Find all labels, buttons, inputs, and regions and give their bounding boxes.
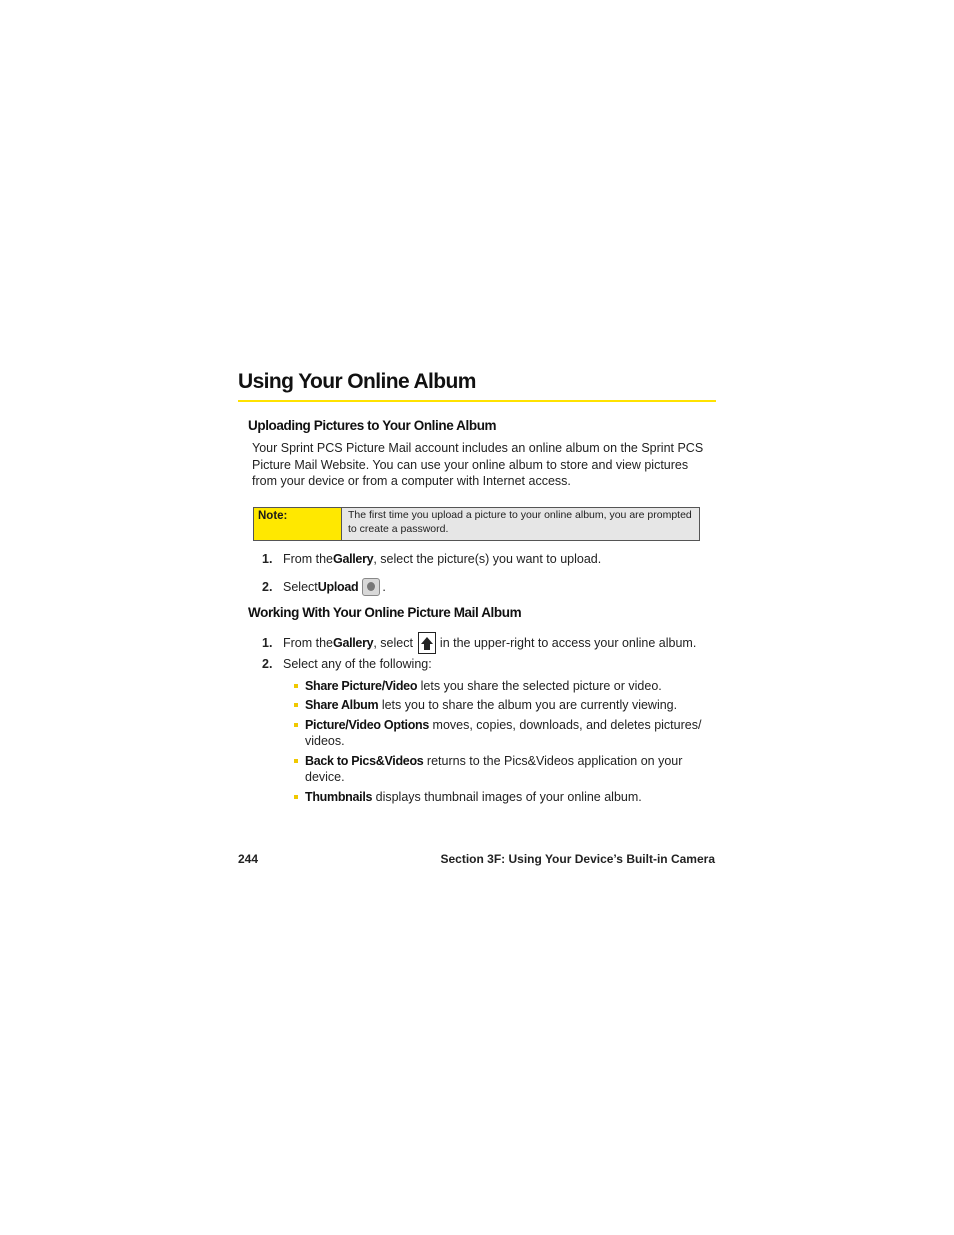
step-number: 2. bbox=[262, 657, 273, 671]
step-text-pre: From the bbox=[283, 552, 334, 566]
section-heading-uploading: Uploading Pictures to Your Online Album bbox=[248, 418, 497, 433]
option-name: Picture/Video Options bbox=[305, 718, 430, 732]
bullet-marker bbox=[294, 759, 298, 763]
list-item bbox=[294, 789, 714, 805]
step-text-post: in the upper-right to access your online album. bbox=[439, 636, 697, 650]
note-text: The first time you upload a picture to your online album, you are prompted to create a password. bbox=[342, 508, 699, 540]
upload-step-2 bbox=[262, 578, 386, 596]
option-description: lets you to share the album you are currently viewing. bbox=[378, 698, 678, 712]
list-item bbox=[294, 753, 714, 785]
note-box bbox=[253, 507, 700, 541]
footer-section-title: Section 3F: Using Your Device’s Built-in Camera bbox=[440, 852, 715, 866]
bullet-marker bbox=[294, 795, 298, 799]
step-number: 2. bbox=[262, 580, 273, 594]
upload-icon bbox=[362, 578, 380, 596]
bullet-marker bbox=[294, 723, 298, 727]
intro-paragraph: Your Sprint PCS Picture Mail account includes an online album on the Sprint PCS Picture Mail Website. You can use your online album to store and view pictures from your device or from a computer with Internet access. bbox=[252, 441, 704, 488]
step-number: 1. bbox=[262, 552, 273, 566]
note-label: Note: bbox=[254, 508, 342, 540]
step-text-bold: Upload bbox=[317, 580, 359, 594]
page-number: 244 bbox=[238, 852, 259, 866]
bullet-marker bbox=[294, 684, 298, 688]
option-description: displays thumbnail images of your online album. bbox=[372, 790, 642, 804]
list-item bbox=[294, 678, 714, 694]
list-item bbox=[294, 697, 714, 713]
step-number: 1. bbox=[262, 636, 273, 650]
page-title: Using Your Online Album bbox=[238, 370, 716, 402]
step-text-mid: , select bbox=[373, 636, 413, 650]
step-text-pre: Select bbox=[283, 580, 318, 594]
step-text-post: , select the picture(s) you want to upload. bbox=[373, 552, 602, 566]
upload-step-1 bbox=[262, 552, 601, 566]
option-name: Thumbnails bbox=[305, 790, 373, 804]
step-text-pre: From the bbox=[283, 636, 334, 650]
option-name: Share Album bbox=[305, 698, 379, 712]
option-name: Back to Pics&Videos bbox=[305, 754, 424, 768]
list-item bbox=[294, 717, 714, 749]
section-heading-working: Working With Your Online Picture Mail Album bbox=[248, 605, 522, 620]
step-text: Select any of the following: bbox=[283, 657, 432, 671]
online-album-icon bbox=[418, 632, 436, 654]
step-text-post: . bbox=[382, 580, 386, 594]
option-description: returns to the Pics&Videos application on your device. bbox=[305, 754, 683, 784]
album-step-2 bbox=[262, 657, 432, 671]
option-description: lets you share the selected picture or video. bbox=[417, 679, 662, 693]
option-description: moves, copies, downloads, and deletes pictures/ videos. bbox=[305, 718, 702, 748]
option-name: Share Picture/Video bbox=[305, 679, 418, 693]
bullet-marker bbox=[294, 703, 298, 707]
step-text-bold: Gallery bbox=[333, 552, 374, 566]
step-text-bold: Gallery bbox=[333, 636, 374, 650]
album-step-1 bbox=[262, 632, 696, 654]
